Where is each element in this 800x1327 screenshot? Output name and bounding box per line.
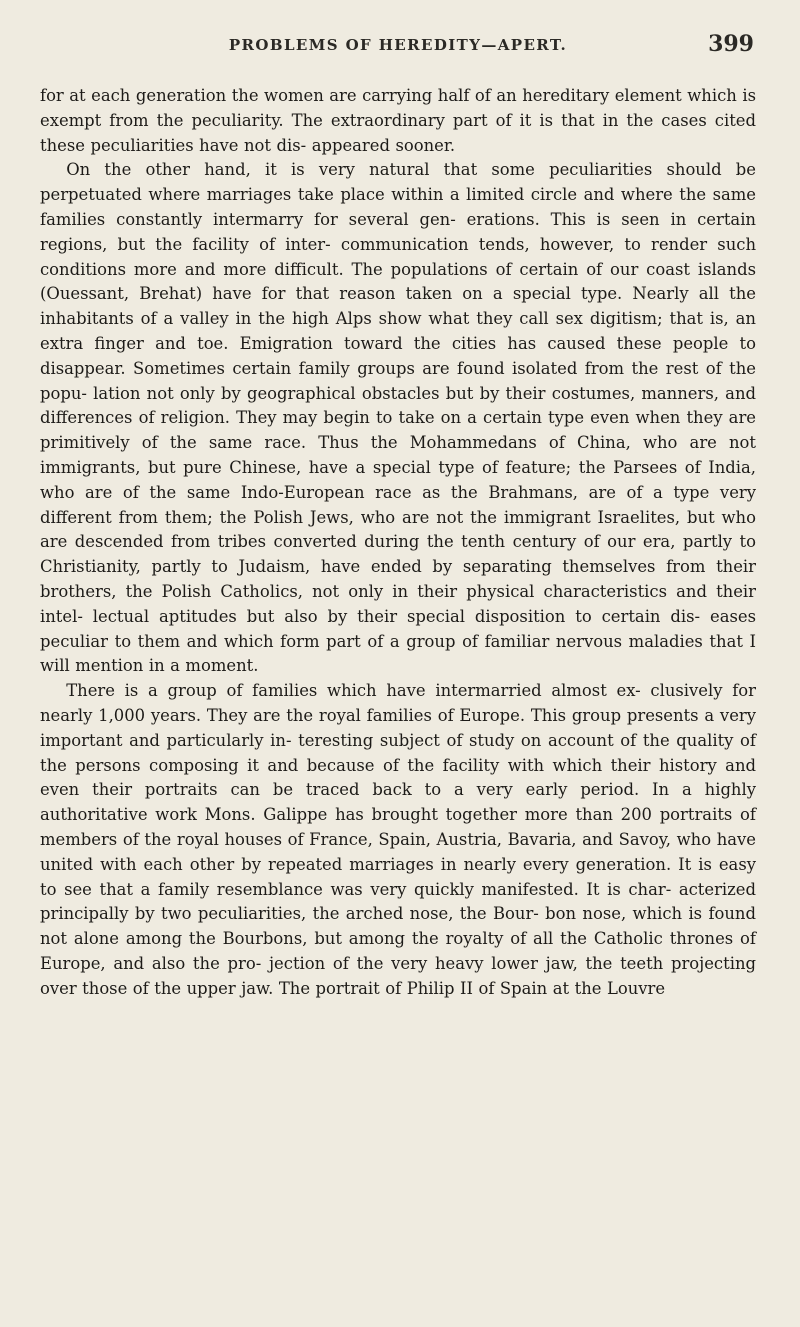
body-text: [40, 84, 756, 1001]
paragraph-1: for at each generation the women are carrying half of an hereditary element which is exempt from the peculiarity. The extraordinary part of it is that in the cases cited these peculiarities have not dis- appeared sooner.: [40, 86, 756, 155]
page-number: 399: [708, 31, 754, 57]
paragraph-3: There is a group of families which have intermarried almost ex- clusively for nearly 1,000 years. They are the royal families of Europe. This group presents a very important and particularly in- teresting subject of study on account of the quality of the persons composing it and because of the facility with which their history and even their portraits can be traced back to a very early period. In a highly authoritative work Mons. Galippe has brought together more than 200 portraits of members of the royal houses of France, Spain, Austria, Bavaria, and Savoy, who have united with each other by repeated marriages in nearly every generation. It is easy to see that a family resemblance was very quickly manifested. It is char- acterized principally by two peculiarities, the arched nose, the Bour- bon nose, which is found not alone among the Bourbons, but among the royalty of all the Catholic thrones of Europe, and also the pro- jection of the very heavy lower jaw, the teeth projecting over those of the upper jaw. The portrait of Philip II of Spain at the Louvre: [40, 681, 756, 998]
paragraph-2: On the other hand, it is very natural that some peculiarities should be perpetuated where marriages take place within a limited circle and where the same families constantly intermarry for several gen- erations. This is seen in certain regions, but the facility of inter- communication tends, however, to render such conditions more and more difficult. The populations of certain of our coast islands (Ouessant, Brehat) have for that reason taken on a special type. Nearly all the inhabitants of a valley in the high Alps show what they call sex digitism; that is, an extra finger and toe. Emigration toward the cities has caused these people to disappear. Sometimes certain family groups are found isolated from the rest of the popu- lation not only by geographical obstacles but by their costumes, manners, and differences of religion. They may begin to take on a certain type even when they are primitively of the same race. Thus the Mohammedans of China, who are not immigrants, but pure Chinese, have a special type of feature; the Parsees of India, who are of the same Indo-European race as the Brahmans, are of a type very different from them; the Polish Jews, who are not the immigrant Israelites, but who are descended from tribes converted during the tenth century of our era, partly to Christianity, partly to Judaism, have ended by separating themselves from their brothers, the Polish Catholics, not only in their physical characteristics and their intel- lectual aptitudes but also by their special disposition to certain dis- eases peculiar to them and which form part of a group of familiar nervous maladies that I will mention in a moment.: [40, 160, 756, 676]
running-head: [40, 30, 756, 64]
running-title: PROBLEMS OF HEREDITY—APERT.: [228, 36, 568, 54]
